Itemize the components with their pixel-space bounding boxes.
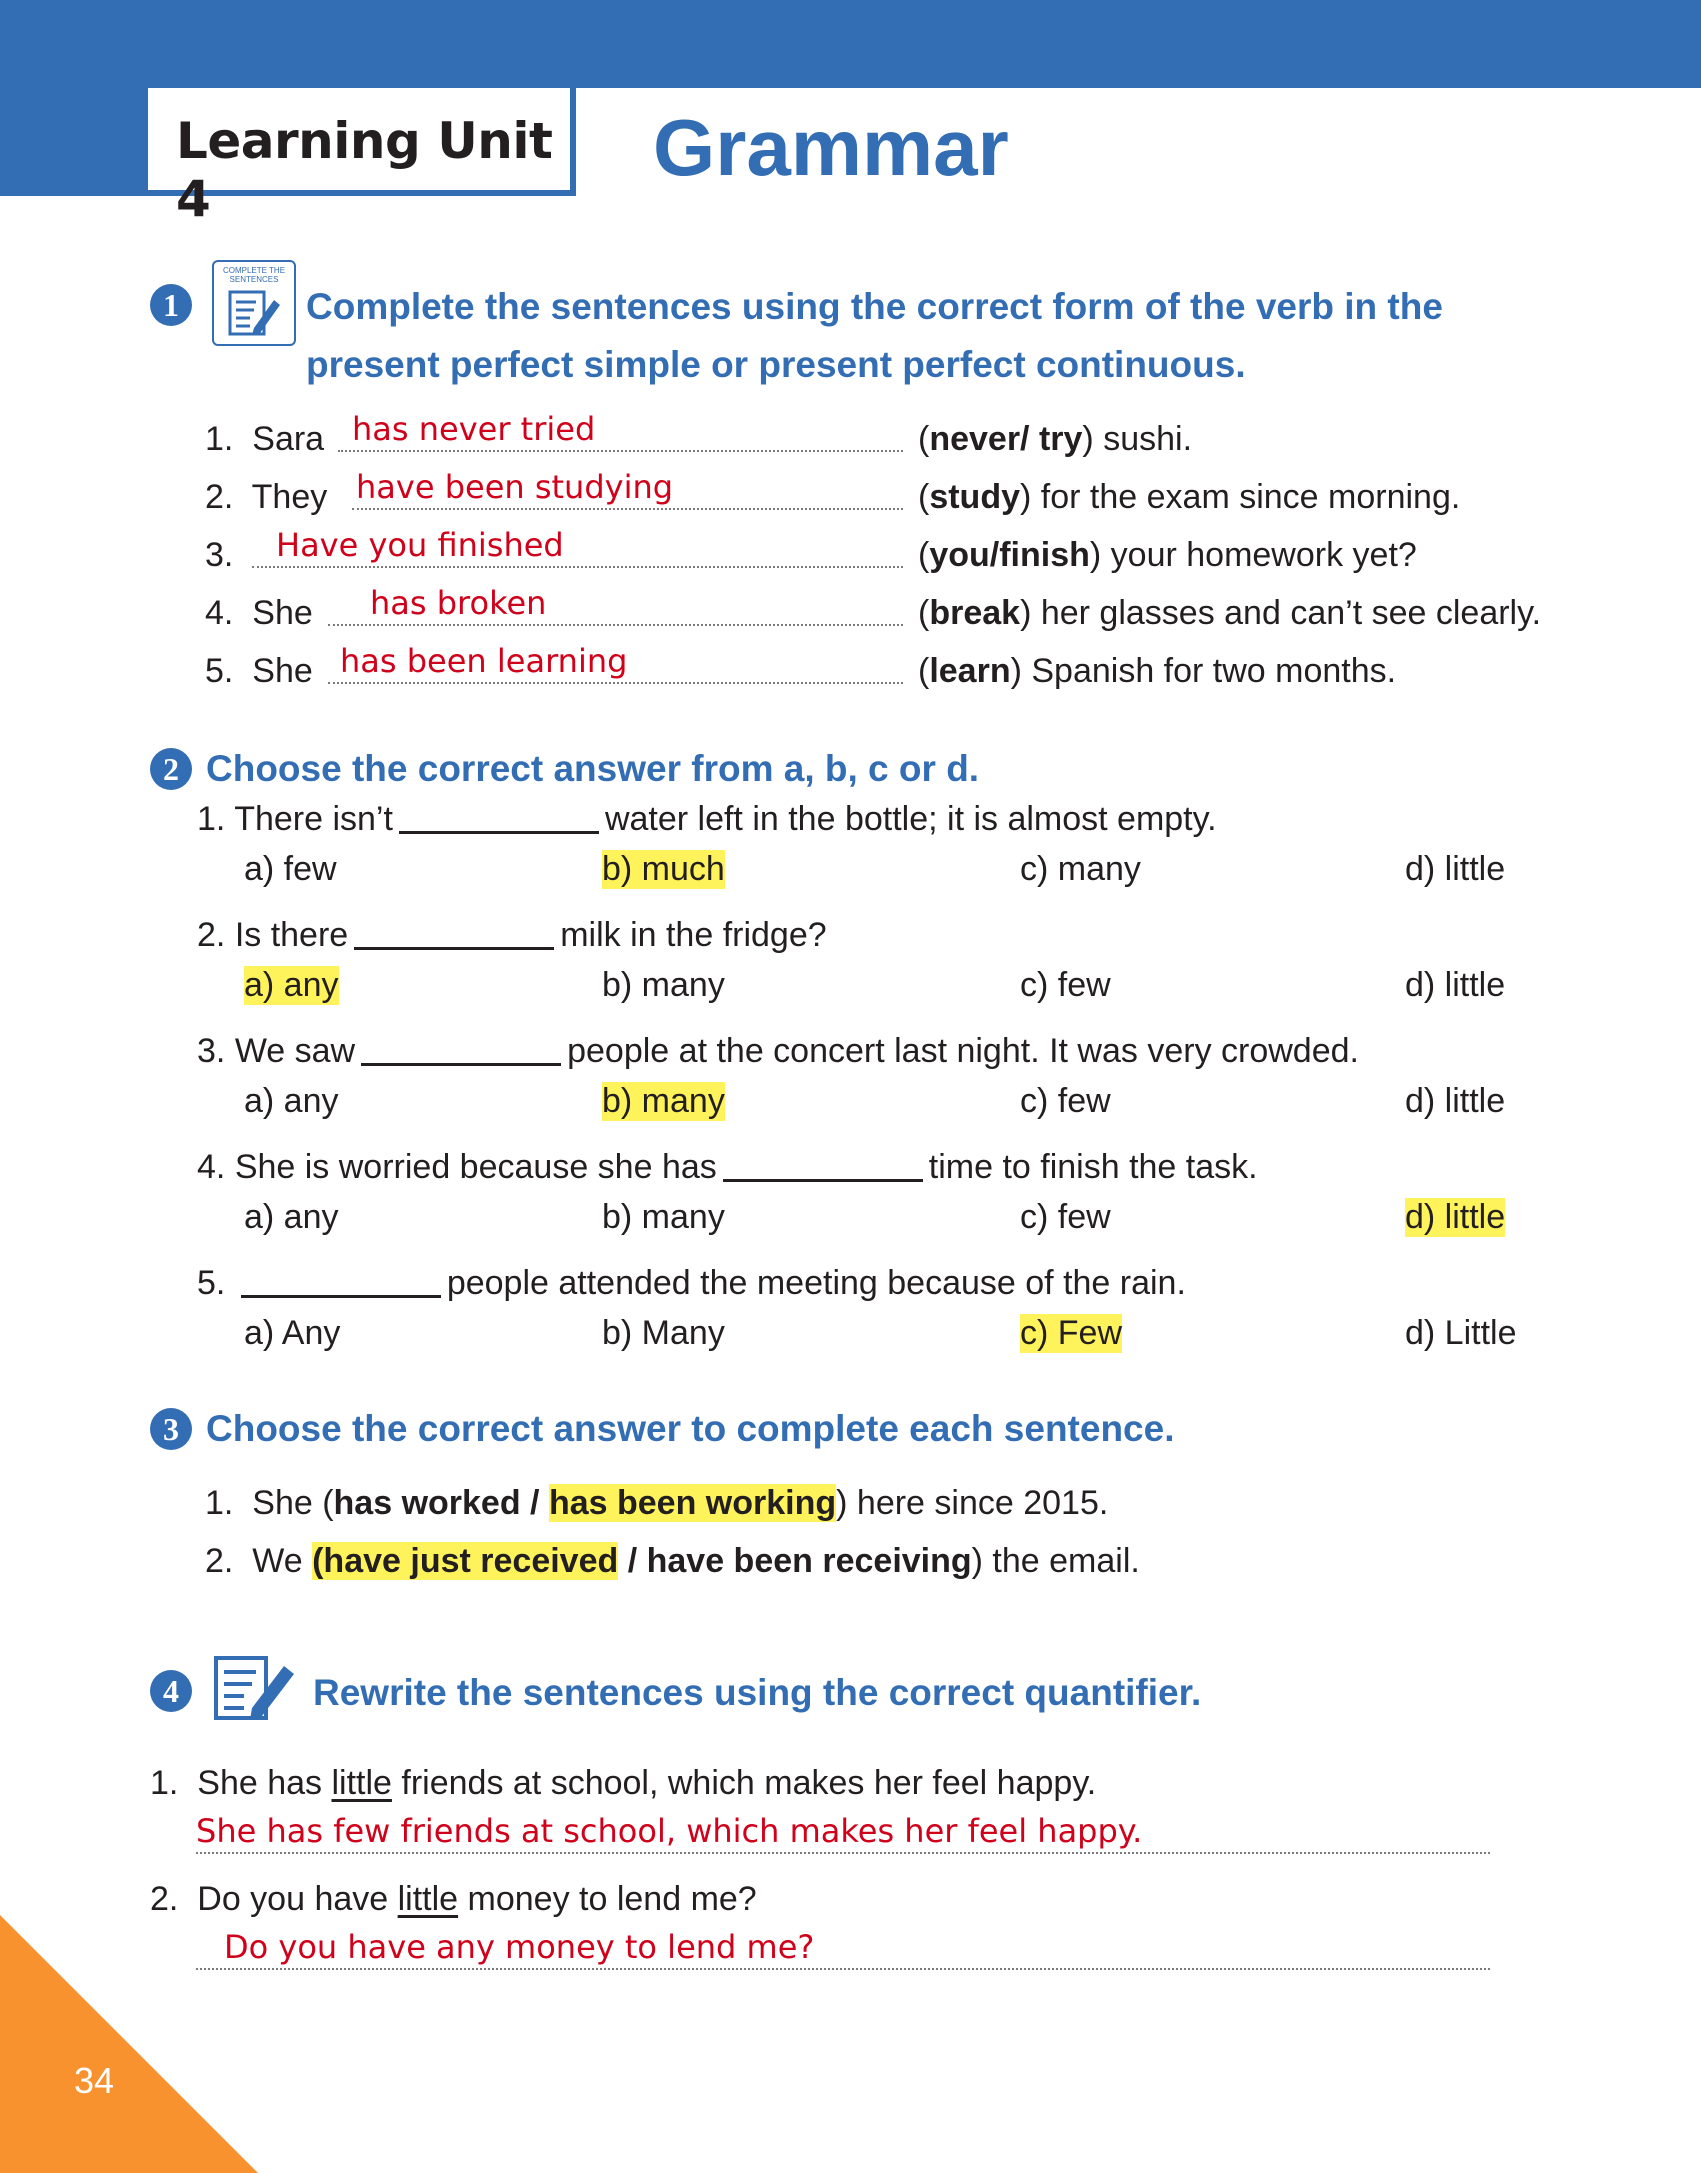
answer-text: has broken <box>370 584 547 622</box>
complete-sentences-icon <box>212 260 296 346</box>
answer-line <box>352 508 903 510</box>
item-number: 4. <box>205 594 234 632</box>
pencil-paper-icon <box>228 288 282 338</box>
exercise-1-instruction-line-1: Complete the sentences using the correct form of the verb in the <box>306 286 1443 327</box>
option-b[interactable]: b) much <box>602 850 725 888</box>
option-c[interactable]: c) Few <box>1020 1314 1122 1352</box>
rewrite-answer: She has few friends at school, which makes her feel happy. <box>196 1812 1143 1850</box>
underlined-word: little <box>397 1880 459 1918</box>
option-a[interactable]: a) any <box>244 1082 339 1120</box>
item-lead: She <box>252 594 313 632</box>
verb-cue: never/ try <box>929 420 1083 458</box>
item-after: people attended the meeting because of the rain. <box>446 1264 1186 1302</box>
item-rest: your homework yet? <box>1101 536 1417 574</box>
blank-line <box>723 1179 923 1182</box>
blank-line <box>241 1295 441 1298</box>
item-before: Is there <box>234 916 349 954</box>
choice-1[interactable]: (have just received <box>312 1542 619 1580</box>
item-number: 1. <box>197 800 226 838</box>
answer-line <box>328 624 903 626</box>
exercise-1-number: 1 <box>150 284 192 326</box>
exercise-2-number: 2 <box>150 748 192 790</box>
item-number: 3. <box>205 536 234 574</box>
option-b[interactable]: b) many <box>602 1198 725 1236</box>
exercise-4-instruction: Rewrite the sentences using the correct quantifier. <box>313 1672 1202 1713</box>
item-number: 4. <box>197 1148 226 1186</box>
item-after: water left in the bottle; it is almost empty. <box>604 800 1217 838</box>
item-number: 5. <box>197 1264 226 1302</box>
answer-text: have been studying <box>356 468 674 506</box>
answer-line <box>252 566 903 568</box>
blank-line <box>361 1063 561 1066</box>
answer-line <box>196 1852 1490 1854</box>
item-rest: Spanish for two months. <box>1021 652 1397 690</box>
choice-separator: / <box>618 1542 647 1580</box>
item-before: She has <box>197 1764 332 1802</box>
item-lead: They <box>251 478 328 516</box>
answer-line <box>328 682 903 684</box>
verb-cue: you/finish <box>929 536 1090 574</box>
option-d[interactable]: d) Little <box>1405 1314 1517 1352</box>
item-after: time to finish the task. <box>928 1148 1258 1186</box>
option-c[interactable]: c) many <box>1020 850 1141 888</box>
exercise-4-number: 4 <box>150 1670 192 1712</box>
verb-cue: learn <box>929 652 1011 690</box>
choice-1[interactable]: has worked <box>333 1484 521 1522</box>
item-number: 5. <box>205 652 234 690</box>
answer-line <box>338 450 903 452</box>
option-b[interactable]: b) many <box>602 966 725 1004</box>
item-number: 3. <box>197 1032 226 1070</box>
underlined-word: little <box>331 1764 392 1802</box>
rewrite-answer: Do you have any money to lend me? <box>224 1928 815 1966</box>
answer-line <box>196 1968 1490 1970</box>
item-before: Do you have <box>197 1880 398 1918</box>
answer-text: has been learning <box>340 642 628 680</box>
item-number: 2. <box>150 1880 179 1918</box>
option-d[interactable]: d) little <box>1405 1198 1506 1236</box>
answer-text: has never tried <box>352 410 596 448</box>
item-before: She is worried because she has <box>234 1148 717 1186</box>
option-c[interactable]: c) few <box>1020 1198 1111 1236</box>
item-rest: the email. <box>982 1542 1140 1580</box>
option-d[interactable]: d) little <box>1405 850 1506 888</box>
exercise-1-instruction-line-2: present perfect simple or present perfect continuous. <box>306 344 1246 385</box>
page-title: Grammar <box>653 103 1009 192</box>
answer-text: Have you finished <box>276 526 564 564</box>
blank-line <box>354 947 554 950</box>
choice-2[interactable]: have been receiving <box>646 1542 972 1580</box>
close-paren: ) <box>836 1484 848 1522</box>
item-number: 2. <box>205 478 234 516</box>
option-a[interactable]: a) any <box>244 966 339 1004</box>
exercise-3-instruction: Choose the correct answer to complete each sentence. <box>206 1408 1175 1449</box>
item-lead: We <box>252 1542 313 1580</box>
option-b[interactable]: b) many <box>602 1082 725 1120</box>
item-rest: sushi. <box>1093 420 1193 458</box>
option-d[interactable]: d) little <box>1405 1082 1506 1120</box>
exercise-3-item-2 <box>205 1542 1140 1581</box>
item-rest: for the exam since morning. <box>1031 478 1461 516</box>
item-number: 2. <box>197 916 226 954</box>
blank-line <box>399 831 599 834</box>
option-d[interactable]: d) little <box>1405 966 1506 1004</box>
item-after: people at the concert last night. It was very crowded. <box>567 1032 1359 1070</box>
header-bar <box>0 0 1701 88</box>
item-number: 2. <box>205 1542 234 1580</box>
verb-cue: study <box>929 478 1021 516</box>
option-a[interactable]: a) few <box>244 850 337 888</box>
item-rest: her glasses and can’t see clearly. <box>1031 594 1542 632</box>
exercise-3-number: 3 <box>150 1408 192 1450</box>
item-number: 1. <box>205 1484 234 1522</box>
unit-label: Learning Unit 4 <box>176 112 553 228</box>
unit-label-box <box>148 88 576 228</box>
item-after: milk in the fridge? <box>560 916 827 954</box>
option-c[interactable]: c) few <box>1020 966 1111 1004</box>
item-lead: Sara <box>252 420 325 458</box>
option-a[interactable]: a) Any <box>244 1314 341 1352</box>
exercise-2-instruction: Choose the correct answer from a, b, c or d. <box>206 748 980 789</box>
item-before: There isn’t <box>234 800 393 838</box>
item-number: 1. <box>150 1764 179 1802</box>
item-after: friends at school, which makes her feel happy. <box>391 1764 1097 1802</box>
item-lead: She ( <box>252 1484 334 1522</box>
corner-accent <box>0 1915 258 2173</box>
choice-separator: / <box>520 1484 549 1522</box>
option-c[interactable]: c) few <box>1020 1082 1111 1120</box>
choice-2[interactable]: has been working <box>548 1484 837 1522</box>
item-lead: She <box>252 652 313 690</box>
page-number: 34 <box>74 2060 115 2101</box>
verb-cue: break <box>929 594 1021 632</box>
item-number: 1. <box>205 420 234 458</box>
option-b[interactable]: b) Many <box>602 1314 725 1352</box>
option-a[interactable]: a) any <box>244 1198 339 1236</box>
item-rest: here since 2015. <box>847 1484 1109 1522</box>
item-after: money to lend me? <box>458 1880 757 1918</box>
icon-caption: COMPLETE THE SENTENCES <box>222 266 286 284</box>
close-paren: ) <box>971 1542 983 1580</box>
exercise-3-item-1 <box>205 1484 1108 1523</box>
header-side-block <box>0 88 148 196</box>
rewrite-icon <box>212 1652 302 1724</box>
item-before: We saw <box>234 1032 356 1070</box>
